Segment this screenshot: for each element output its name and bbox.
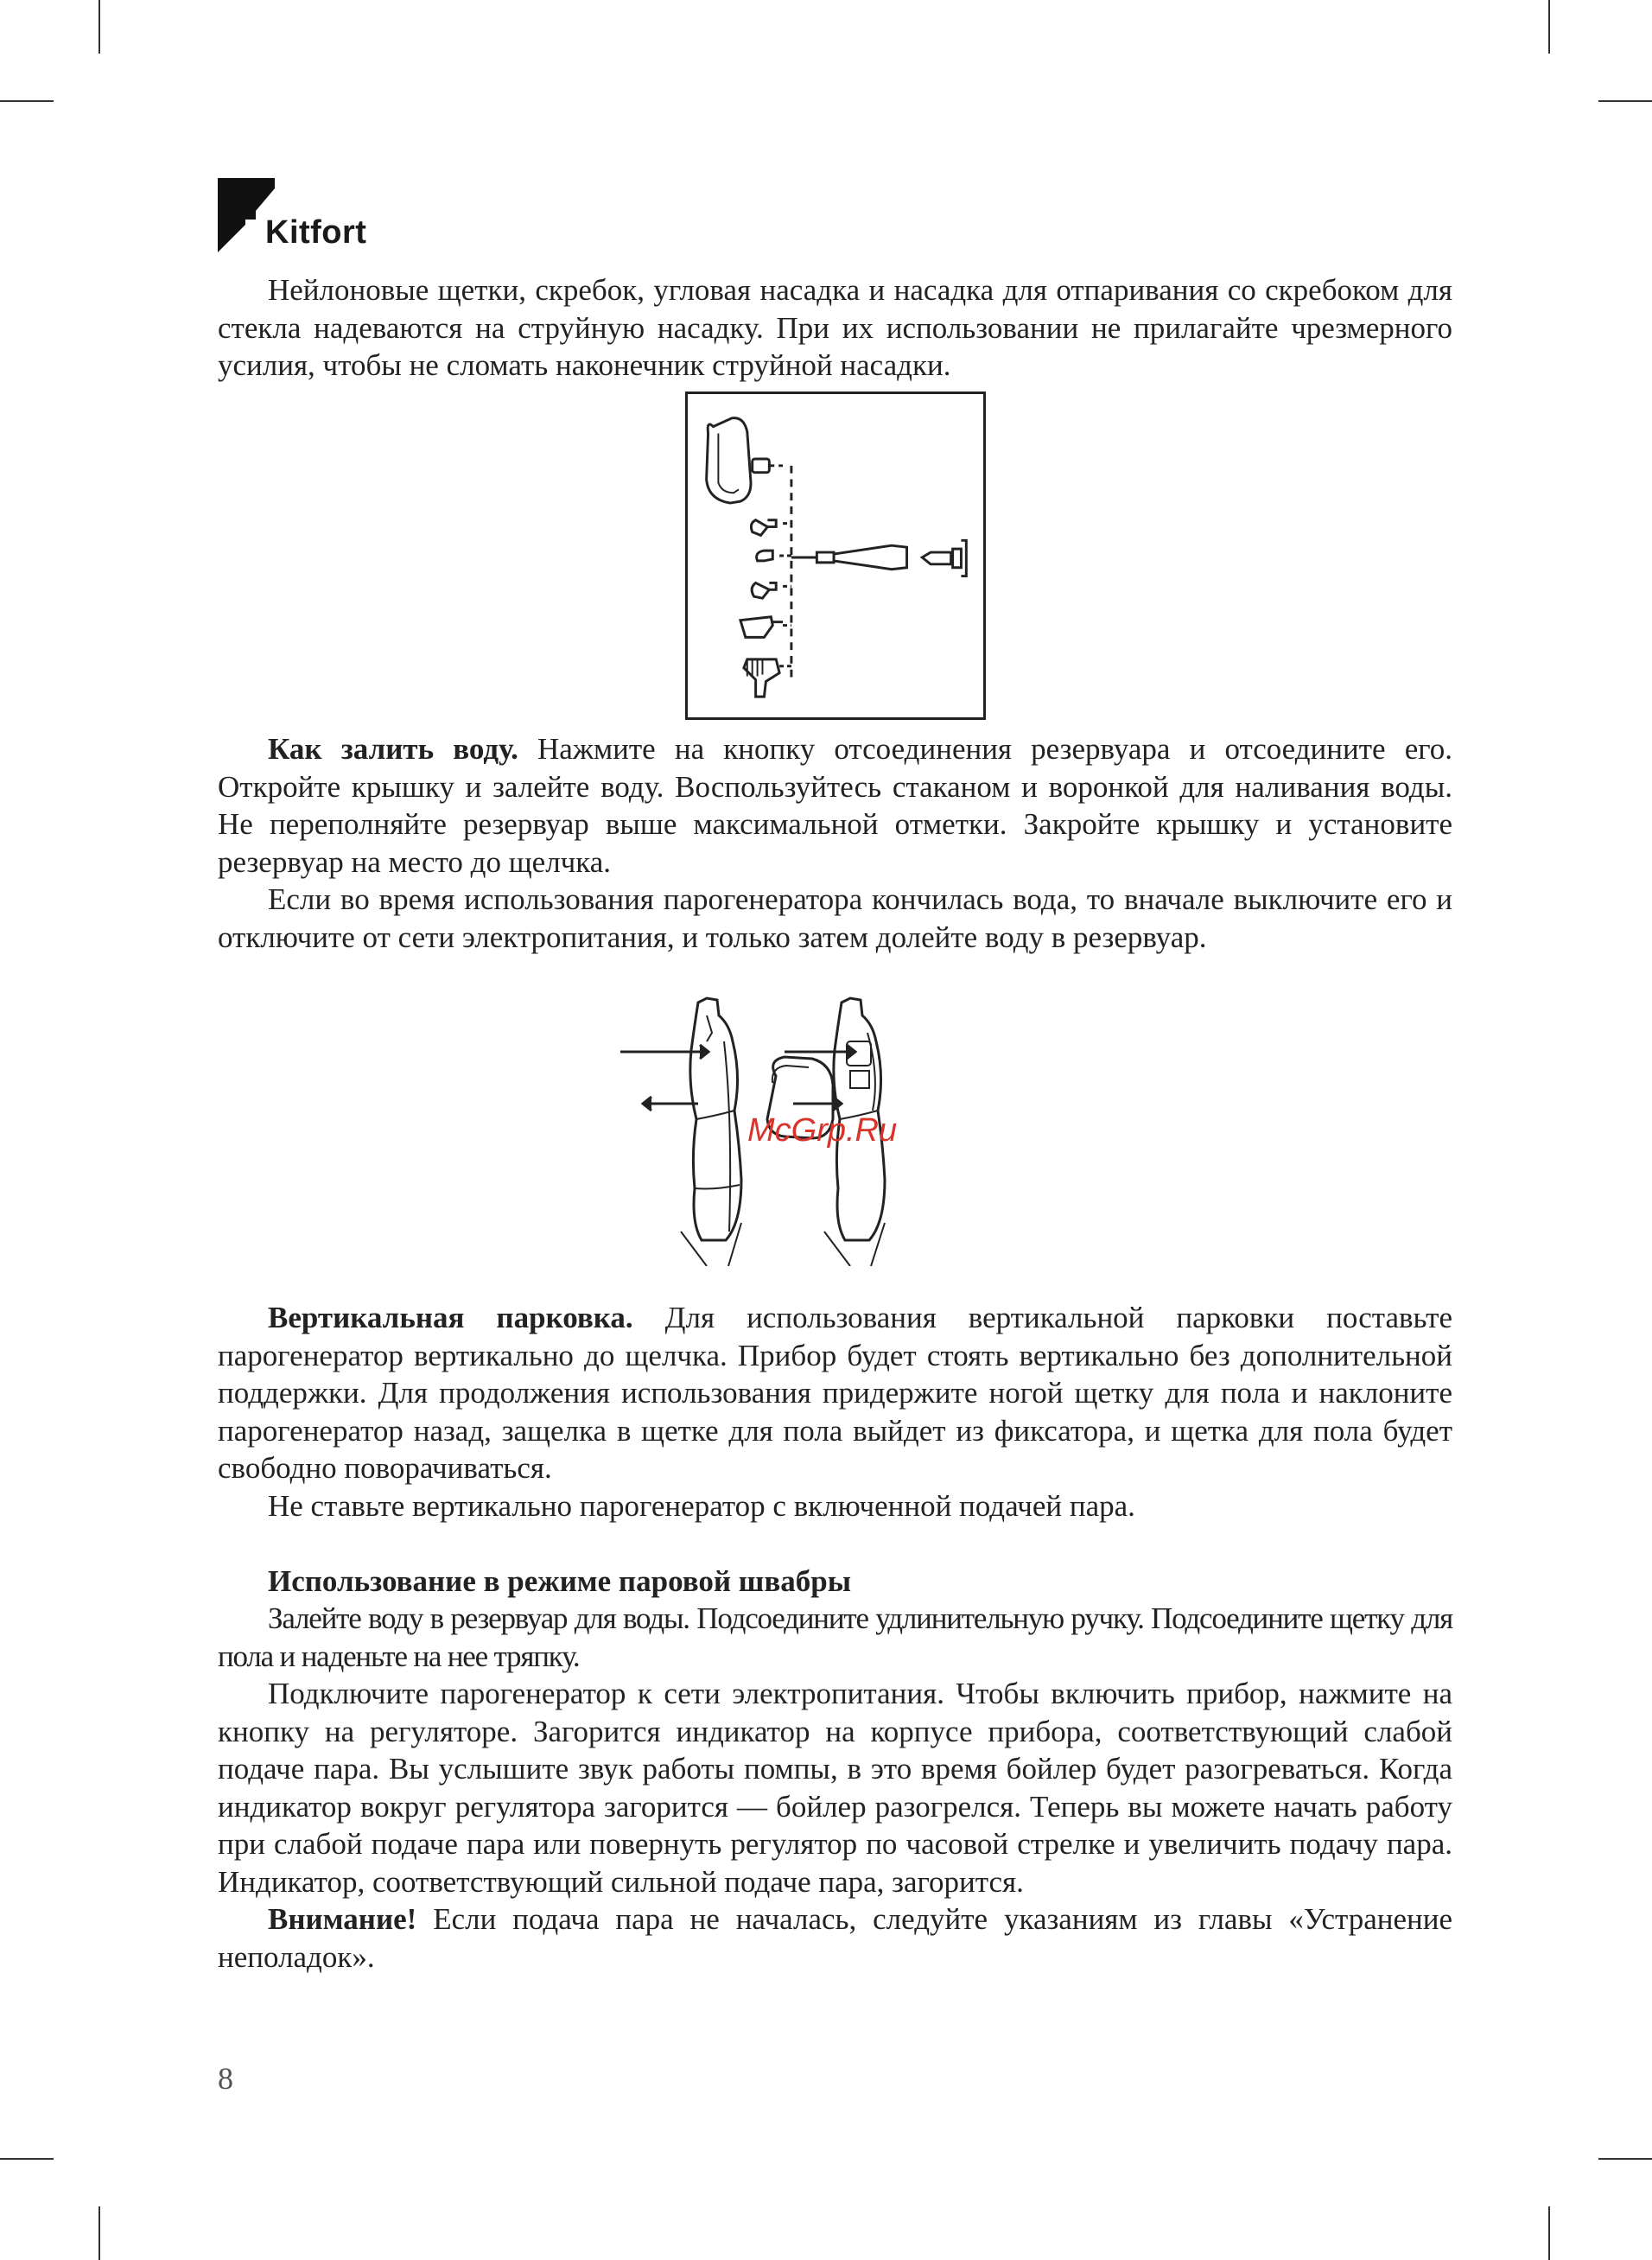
paragraph: Внимание! Если подача пара не началась, следуйте указаниям из главы «Устранение неполадок». — [218, 1902, 1452, 1974]
paragraph-lead: Вертикальная парковка. — [268, 1301, 633, 1334]
paragraph: Залейте воду в резервуар для воды. Подсоедините удлинительную ручку. Подсоедините щетку для пола и наденьте на нее тряпку. — [218, 1601, 1452, 1673]
watermark-text: McGrp.Ru — [747, 1112, 898, 1149]
crop-mark — [1598, 2158, 1652, 2160]
paragraph: Нейлоновые щетки, скребок, угловая насадка и насадка для отпаривания со скребоком для стекла надеваются на струйную насадку. При их использовании не прилагайте чрезмерного усилия, чтобы не сломать наконечник струйной насадки. — [218, 273, 1452, 382]
page-number: 8 — [218, 2061, 233, 2096]
paragraph: Не ставьте вертикально парогенератор с включенной подачей пара. — [268, 1488, 1135, 1523]
section-heading: Использование в режиме паровой швабры — [268, 1563, 852, 1598]
nozzle-attachments-figure — [685, 392, 986, 720]
crop-mark — [0, 100, 54, 102]
text-block-parking-and-mop — [218, 1299, 1452, 1976]
paragraph-lead: Как залить воду. — [268, 732, 518, 766]
crop-mark — [98, 0, 100, 54]
text-block-fill-water — [218, 730, 1452, 956]
crop-mark — [1548, 0, 1550, 54]
brand-name: Kitfort — [265, 214, 367, 251]
paragraph-lead: Внимание! — [268, 1902, 417, 1936]
paragraph: Вертикальная парковка. Для использования вертикальной парковки поставьте парогенератор вертикально до щелчка. Прибор будет стоять вертикально без дополнительной поддержки. Для продолжения использования придержите ногой щетку для пола и наклоните парогенератор назад, защелка в щетке для пола выйдет из фиксатора, и щетка для пола будет свободно поворачиваться. — [218, 1301, 1453, 1485]
paragraph: Как залить воду. Нажмите на кнопку отсоединения резервуара и отсоедините его. Откройте крышку и залейте воду. Воспользуйтесь стаканом и воронкой для наливания воды. Не переполняйте резервуар выше максимальной отметки. Закройте крышку и установите резервуар на место до щелчка. — [218, 732, 1452, 879]
paragraph: Если во время использования парогенератора кончилась вода, то вначале выключите его и отключите от сети электропитания, и только затем долейте воду в резервуар. — [218, 882, 1452, 954]
paragraph: Подключите парогенератор к сети электропитания. Чтобы включить прибор, нажмите на кнопку на регуляторе. Загорится индикатор на корпусе прибора, соответствующий слабой подаче пара. Вы услышите звук работы помпы, в это время бойлер будет разогреваться. Когда индикатор вокруг регулятора загорится — бойлер разогрелся. Теперь вы можете начать работу при слабой подаче пара или повернуть регулятор по часовой стрелке и увеличить подачу пара. Индикатор, соответствующий сильной подаче пара, загорится. — [218, 1677, 1452, 1899]
crop-mark — [1598, 100, 1652, 102]
crop-mark — [1548, 2206, 1550, 2260]
crop-mark — [98, 2206, 100, 2260]
crop-mark — [0, 2158, 54, 2160]
text-block-intro — [218, 271, 1452, 385]
